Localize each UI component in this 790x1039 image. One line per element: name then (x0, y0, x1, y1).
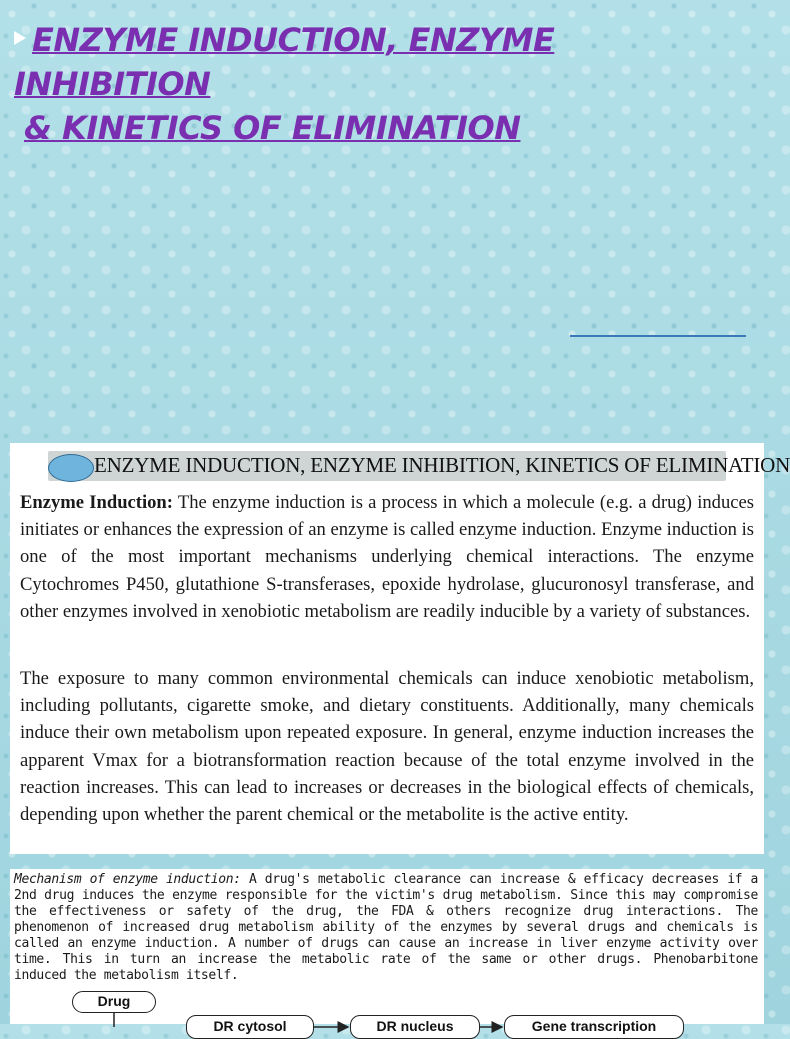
flow-node-drug: Drug (72, 991, 156, 1013)
flow-node-gene-transcription: Gene transcription (504, 1015, 684, 1039)
decorative-rule (570, 335, 746, 337)
scanned-document-panel (10, 443, 790, 854)
enzyme-induction-paragraph (20, 489, 754, 625)
flow-node-dr-cytosol: DR cytosol (186, 1015, 314, 1039)
paragraph-body: The enzyme induction is a process in which a molecule (e.g. a drug) induces initiates or enhances the expression of an enzyme is called enzyme induction. Enzyme induction is one of the most important mechanisms underlying chemical interactions. The enzyme Cytochromes P450, glutathione S-transferases, epoxide hydrolase, glucuronosyl transferase, and other enzymes involved in xenobiotic metabolism are readily inducible by a variety of substances. (20, 492, 754, 622)
slide-title (14, 18, 754, 150)
slide-title-line-1 (14, 18, 754, 106)
flow-node-dr-nucleus: DR nucleus (350, 1015, 480, 1039)
mechanism-panel (10, 869, 764, 1034)
slide-title-line-2: & KINETICS OF ELIMINATION (24, 109, 521, 147)
paragraph-lead: Enzyme Induction: (20, 492, 173, 513)
title-line-1-text: ENZYME INDUCTION, ENZYME INHIBITION (14, 21, 555, 103)
mechanism-lead: Mechanism of enzyme induction: (14, 872, 241, 887)
document-heading: ENZYME INDUCTION, ENZYME INHIBITION, KINETICS OF ELIMINATION (94, 453, 790, 477)
heading-oval-icon (48, 454, 94, 482)
bullet-arrow-icon (14, 31, 26, 45)
environmental-chemicals-paragraph: The exposure to many common environmental chemicals can induce xenobiotic metabolism, including pollutants, cigarette smoke, and dietary constituents. Additionally, many chemicals induce their own metabolism upon repeated exposure. In general, enzyme induction increases the apparent Vmax for a biotransformation reaction because of the total enzyme involved in the reaction increases. This can lead to increases or decreases in the biological effects of chemicals, depending upon whether the parent chemical or the metabolite is the active entity. (20, 668, 754, 826)
mechanism-body: A drug's metabolic clearance can increase & efficacy decreases if a 2nd drug induces the enzyme responsible for the victim's drug metabolism. Since this may compromise the effectiveness or safety of the drug, the FDA & others recognize drug interactions. The phenomenon of increased drug metabolism ability of the enzymes by several drugs and chemicals is called an enzyme induction. A number of drugs can cause an increase in liver enzyme activity over time. This in turn an increase the metabolic rate of the same or other drugs. Phenobarbitone induced the metabolism itself. (14, 872, 758, 983)
